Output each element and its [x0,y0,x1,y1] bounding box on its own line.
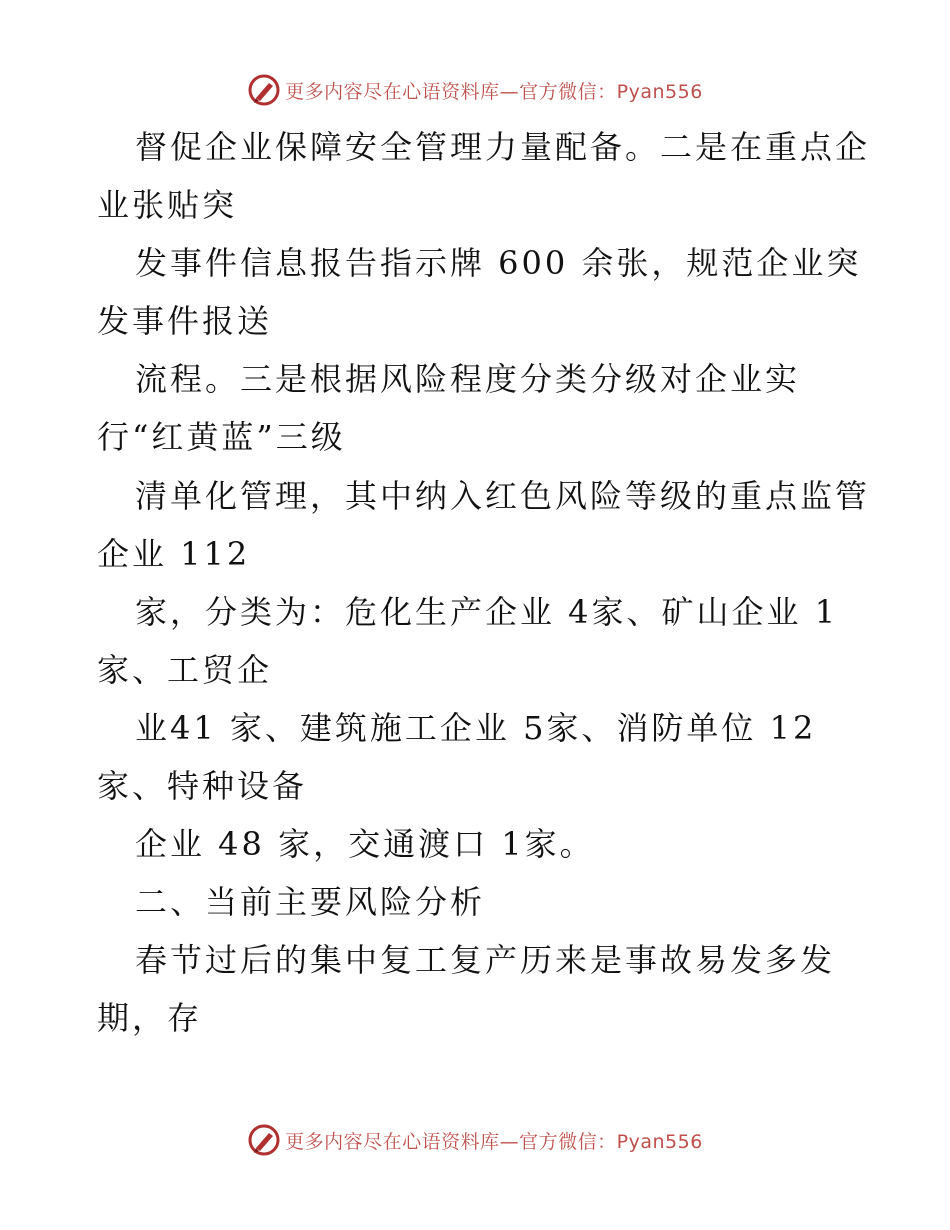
body-line: 企业 48 家，交通渡口 1家。 [135,825,595,864]
document-body [97,118,877,1048]
body-line: 家、工贸企 [97,650,273,689]
body-line: 发事件报送 [97,302,273,341]
body-line: 发事件信息报告指示牌 600 余张，规范企业突 [135,244,862,283]
pen-logo-icon [247,73,281,107]
pen-logo-icon [247,1123,281,1157]
section-heading: 二、当前主要风险分析 [135,883,486,922]
body-line: 企业 112 [97,534,251,573]
header-watermark-text: 更多内容尽在心语资料库—官方微信：Pyan556 [285,80,703,103]
footer-watermark-banner [0,1120,950,1160]
body-line: 业张贴突 [97,186,238,225]
body-line: 家、特种设备 [97,767,308,806]
body-line: 流程。三是根据风险程度分类分级对企业实 [135,360,801,399]
body-line: 春节过后的集中复工复产历来是事故易发多发 [135,941,836,980]
header-watermark-banner [0,70,950,110]
body-line: 行“红黄蓝”三级 [97,418,346,457]
body-line: 清单化管理，其中纳入红色风险等级的重点监管 [135,476,871,515]
body-line: 督促企业保障安全管理力量配备。二是在重点企 [135,128,871,166]
body-line: 业41 家、建筑施工企业 5家、消防单位 12 [135,708,817,747]
footer-watermark-text: 更多内容尽在心语资料库—官方微信：Pyan556 [285,1130,703,1153]
body-line: 期，存 [97,999,203,1038]
body-line: 家，分类为：危化生产企业 4家、矿山企业 1 [135,592,839,631]
